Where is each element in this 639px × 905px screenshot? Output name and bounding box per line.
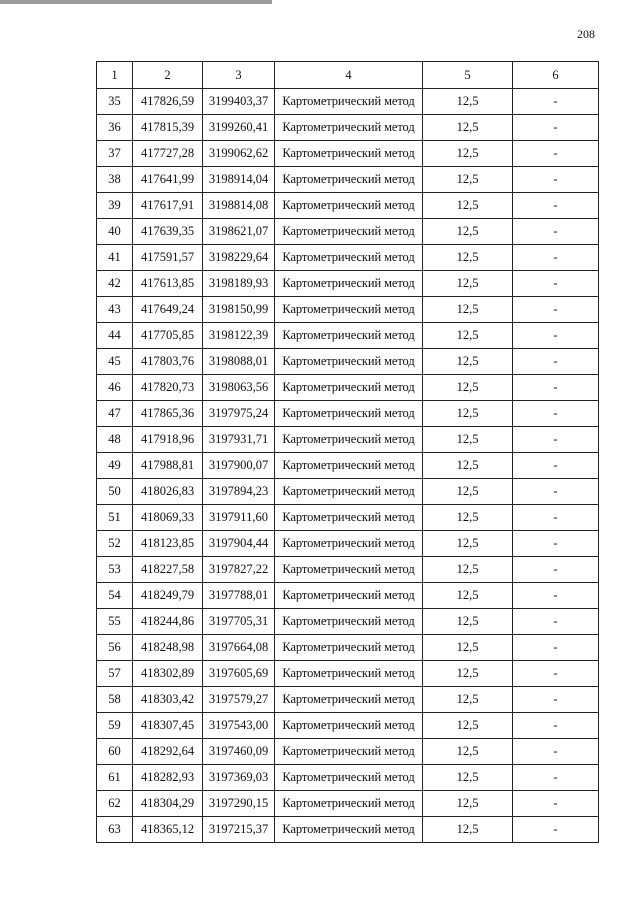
cell-coord-x: 417865,36	[133, 401, 203, 427]
cell-method: Картометрический метод	[275, 115, 423, 141]
cell-point-number: 47	[97, 401, 133, 427]
cell-accuracy: 12,5	[423, 817, 513, 843]
table-row	[97, 453, 599, 479]
cell-method: Картометрический метод	[275, 479, 423, 505]
header-col-3: 3	[203, 62, 275, 89]
header-col-6: 6	[513, 62, 599, 89]
header-row	[97, 62, 599, 89]
cell-accuracy: 12,5	[423, 401, 513, 427]
cell-coord-x: 417591,57	[133, 245, 203, 271]
cell-coord-y: 3197975,24	[203, 401, 275, 427]
cell-point-number: 59	[97, 713, 133, 739]
table-row	[97, 739, 599, 765]
cell-point-number: 60	[97, 739, 133, 765]
table-row	[97, 609, 599, 635]
table-row	[97, 141, 599, 167]
cell-method: Картометрический метод	[275, 531, 423, 557]
table-body	[97, 89, 599, 843]
cell-coord-y: 3197605,69	[203, 661, 275, 687]
cell-coord-y: 3198063,56	[203, 375, 275, 401]
cell-accuracy: 12,5	[423, 89, 513, 115]
table-row	[97, 323, 599, 349]
cell-method: Картометрический метод	[275, 167, 423, 193]
cell-point-number: 53	[97, 557, 133, 583]
table-row	[97, 89, 599, 115]
cell-note: -	[513, 401, 599, 427]
cell-coord-x: 417820,73	[133, 375, 203, 401]
cell-coord-y: 3197931,71	[203, 427, 275, 453]
cell-method: Картометрический метод	[275, 713, 423, 739]
top-rule	[0, 0, 272, 4]
cell-point-number: 52	[97, 531, 133, 557]
cell-coord-x: 418244,86	[133, 609, 203, 635]
cell-coord-y: 3199062,62	[203, 141, 275, 167]
header-col-1: 1	[97, 62, 133, 89]
cell-coord-y: 3197705,31	[203, 609, 275, 635]
table-row	[97, 349, 599, 375]
cell-note: -	[513, 141, 599, 167]
cell-method: Картометрический метод	[275, 141, 423, 167]
cell-note: -	[513, 245, 599, 271]
cell-point-number: 37	[97, 141, 133, 167]
cell-coord-x: 418365,12	[133, 817, 203, 843]
cell-coord-y: 3197215,37	[203, 817, 275, 843]
table-row	[97, 245, 599, 271]
cell-accuracy: 12,5	[423, 609, 513, 635]
cell-coord-x: 417803,76	[133, 349, 203, 375]
cell-coord-y: 3198088,01	[203, 349, 275, 375]
cell-accuracy: 12,5	[423, 531, 513, 557]
cell-coord-x: 417641,99	[133, 167, 203, 193]
header-col-2: 2	[133, 62, 203, 89]
cell-point-number: 42	[97, 271, 133, 297]
cell-note: -	[513, 739, 599, 765]
table-row	[97, 765, 599, 791]
cell-point-number: 51	[97, 505, 133, 531]
cell-method: Картометрический метод	[275, 375, 423, 401]
cell-accuracy: 12,5	[423, 193, 513, 219]
cell-accuracy: 12,5	[423, 323, 513, 349]
cell-coord-x: 418123,85	[133, 531, 203, 557]
cell-method: Картометрический метод	[275, 453, 423, 479]
cell-coord-y: 3197460,09	[203, 739, 275, 765]
cell-accuracy: 12,5	[423, 349, 513, 375]
cell-coord-y: 3197543,00	[203, 713, 275, 739]
cell-coord-x: 418026,83	[133, 479, 203, 505]
cell-method: Картометрический метод	[275, 635, 423, 661]
cell-accuracy: 12,5	[423, 245, 513, 271]
cell-accuracy: 12,5	[423, 453, 513, 479]
cell-point-number: 41	[97, 245, 133, 271]
cell-coord-x: 418307,45	[133, 713, 203, 739]
cell-coord-y: 3198229,64	[203, 245, 275, 271]
table-row	[97, 713, 599, 739]
cell-point-number: 45	[97, 349, 133, 375]
table-row	[97, 557, 599, 583]
table-row	[97, 479, 599, 505]
cell-accuracy: 12,5	[423, 297, 513, 323]
cell-coord-x: 418282,93	[133, 765, 203, 791]
cell-point-number: 63	[97, 817, 133, 843]
cell-coord-y: 3197894,23	[203, 479, 275, 505]
cell-method: Картометрический метод	[275, 557, 423, 583]
cell-accuracy: 12,5	[423, 115, 513, 141]
cell-point-number: 38	[97, 167, 133, 193]
cell-note: -	[513, 375, 599, 401]
cell-point-number: 50	[97, 479, 133, 505]
cell-point-number: 48	[97, 427, 133, 453]
cell-coord-x: 417988,81	[133, 453, 203, 479]
cell-note: -	[513, 323, 599, 349]
cell-coord-y: 3198621,07	[203, 219, 275, 245]
cell-point-number: 40	[97, 219, 133, 245]
cell-coord-x: 418249,79	[133, 583, 203, 609]
cell-accuracy: 12,5	[423, 219, 513, 245]
cell-method: Картометрический метод	[275, 271, 423, 297]
cell-coord-y: 3198150,99	[203, 297, 275, 323]
cell-note: -	[513, 219, 599, 245]
cell-note: -	[513, 635, 599, 661]
cell-coord-x: 417617,91	[133, 193, 203, 219]
cell-point-number: 57	[97, 661, 133, 687]
cell-accuracy: 12,5	[423, 687, 513, 713]
table-row	[97, 661, 599, 687]
cell-note: -	[513, 531, 599, 557]
cell-note: -	[513, 557, 599, 583]
cell-method: Картометрический метод	[275, 245, 423, 271]
cell-coord-y: 3197369,03	[203, 765, 275, 791]
cell-point-number: 61	[97, 765, 133, 791]
cell-note: -	[513, 687, 599, 713]
cell-coord-y: 3198122,39	[203, 323, 275, 349]
cell-coord-x: 418227,58	[133, 557, 203, 583]
cell-method: Картометрический метод	[275, 765, 423, 791]
cell-method: Картометрический метод	[275, 739, 423, 765]
cell-method: Картометрический метод	[275, 427, 423, 453]
cell-note: -	[513, 167, 599, 193]
cell-coord-y: 3198814,08	[203, 193, 275, 219]
cell-point-number: 49	[97, 453, 133, 479]
table-row	[97, 375, 599, 401]
cell-coord-y: 3199260,41	[203, 115, 275, 141]
cell-coord-y: 3197904,44	[203, 531, 275, 557]
cell-accuracy: 12,5	[423, 375, 513, 401]
table-row	[97, 297, 599, 323]
cell-note: -	[513, 115, 599, 141]
cell-note: -	[513, 193, 599, 219]
cell-coord-y: 3197579,27	[203, 687, 275, 713]
cell-note: -	[513, 765, 599, 791]
cell-note: -	[513, 349, 599, 375]
cell-coord-x: 417815,39	[133, 115, 203, 141]
cell-accuracy: 12,5	[423, 583, 513, 609]
cell-accuracy: 12,5	[423, 635, 513, 661]
table-row	[97, 583, 599, 609]
cell-note: -	[513, 505, 599, 531]
table-row	[97, 687, 599, 713]
cell-point-number: 56	[97, 635, 133, 661]
cell-coord-y: 3197900,07	[203, 453, 275, 479]
cell-accuracy: 12,5	[423, 791, 513, 817]
cell-method: Картометрический метод	[275, 401, 423, 427]
table-row	[97, 401, 599, 427]
table-row	[97, 427, 599, 453]
table-header	[97, 62, 599, 89]
cell-method: Картометрический метод	[275, 609, 423, 635]
coordinates-table	[96, 61, 599, 843]
cell-note: -	[513, 713, 599, 739]
cell-note: -	[513, 479, 599, 505]
table-row	[97, 635, 599, 661]
cell-accuracy: 12,5	[423, 505, 513, 531]
table-row	[97, 505, 599, 531]
cell-coord-x: 417826,59	[133, 89, 203, 115]
cell-coord-y: 3197664,08	[203, 635, 275, 661]
table-row	[97, 817, 599, 843]
cell-accuracy: 12,5	[423, 271, 513, 297]
cell-coord-y: 3197911,60	[203, 505, 275, 531]
cell-coord-y: 3197827,22	[203, 557, 275, 583]
cell-point-number: 46	[97, 375, 133, 401]
cell-coord-x: 417727,28	[133, 141, 203, 167]
cell-coord-y: 3198914,04	[203, 167, 275, 193]
cell-coord-x: 418304,29	[133, 791, 203, 817]
cell-point-number: 35	[97, 89, 133, 115]
cell-point-number: 62	[97, 791, 133, 817]
cell-accuracy: 12,5	[423, 713, 513, 739]
cell-point-number: 55	[97, 609, 133, 635]
cell-method: Картометрический метод	[275, 193, 423, 219]
cell-note: -	[513, 583, 599, 609]
cell-note: -	[513, 297, 599, 323]
table-row	[97, 791, 599, 817]
cell-point-number: 54	[97, 583, 133, 609]
cell-accuracy: 12,5	[423, 479, 513, 505]
cell-note: -	[513, 453, 599, 479]
cell-coord-x: 417918,96	[133, 427, 203, 453]
table-row	[97, 167, 599, 193]
cell-method: Картометрический метод	[275, 687, 423, 713]
cell-note: -	[513, 271, 599, 297]
cell-point-number: 39	[97, 193, 133, 219]
cell-note: -	[513, 661, 599, 687]
table-row	[97, 271, 599, 297]
cell-note: -	[513, 89, 599, 115]
cell-note: -	[513, 817, 599, 843]
cell-accuracy: 12,5	[423, 141, 513, 167]
cell-note: -	[513, 609, 599, 635]
cell-note: -	[513, 791, 599, 817]
cell-method: Картометрический метод	[275, 817, 423, 843]
cell-coord-y: 3197290,15	[203, 791, 275, 817]
cell-method: Картометрический метод	[275, 583, 423, 609]
cell-accuracy: 12,5	[423, 739, 513, 765]
cell-method: Картометрический метод	[275, 323, 423, 349]
cell-accuracy: 12,5	[423, 661, 513, 687]
cell-accuracy: 12,5	[423, 557, 513, 583]
cell-coord-x: 417613,85	[133, 271, 203, 297]
table-row	[97, 531, 599, 557]
cell-point-number: 36	[97, 115, 133, 141]
cell-method: Картометрический метод	[275, 661, 423, 687]
cell-point-number: 58	[97, 687, 133, 713]
cell-method: Картометрический метод	[275, 297, 423, 323]
cell-method: Картометрический метод	[275, 505, 423, 531]
cell-coord-x: 418292,64	[133, 739, 203, 765]
cell-method: Картометрический метод	[275, 219, 423, 245]
cell-coord-y: 3198189,93	[203, 271, 275, 297]
cell-method: Картометрический метод	[275, 89, 423, 115]
cell-coord-x: 417639,35	[133, 219, 203, 245]
cell-point-number: 44	[97, 323, 133, 349]
header-col-5: 5	[423, 62, 513, 89]
cell-coord-x: 418302,89	[133, 661, 203, 687]
cell-coord-y: 3199403,37	[203, 89, 275, 115]
cell-accuracy: 12,5	[423, 427, 513, 453]
cell-coord-x: 418069,33	[133, 505, 203, 531]
cell-coord-x: 418303,42	[133, 687, 203, 713]
table-row	[97, 115, 599, 141]
cell-method: Картометрический метод	[275, 349, 423, 375]
cell-coord-x: 417705,85	[133, 323, 203, 349]
cell-method: Картометрический метод	[275, 791, 423, 817]
table-row	[97, 219, 599, 245]
page-number: 208	[577, 27, 595, 41]
cell-coord-y: 3197788,01	[203, 583, 275, 609]
cell-accuracy: 12,5	[423, 765, 513, 791]
table-row	[97, 193, 599, 219]
header-col-4: 4	[275, 62, 423, 89]
cell-note: -	[513, 427, 599, 453]
cell-point-number: 43	[97, 297, 133, 323]
cell-coord-x: 417649,24	[133, 297, 203, 323]
cell-accuracy: 12,5	[423, 167, 513, 193]
cell-coord-x: 418248,98	[133, 635, 203, 661]
